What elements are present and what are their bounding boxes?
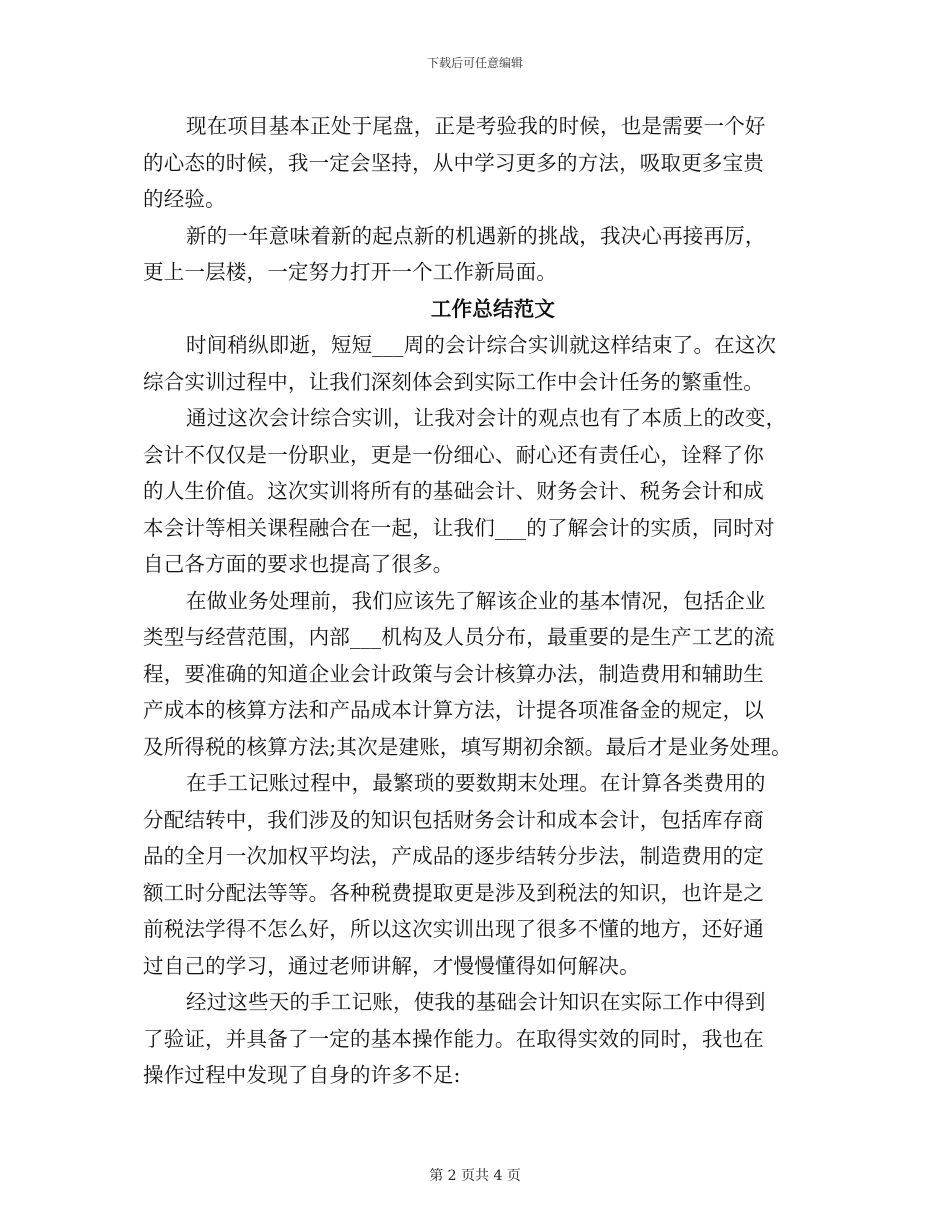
text-line: 的心态的时候，我一定会坚持，从中学习更多的方法，吸取更多宝贵 bbox=[143, 150, 764, 175]
text-line: 经过这些天的手工记账，使我的基础会计知识在实际工作中得到 bbox=[186, 990, 766, 1014]
text-line: 综合实训过程中，让我们深刻体会到实际工作中会计任务的繁重性。 bbox=[143, 369, 764, 394]
text-line: 品的全月一次加权平均法，产成品的逐步结转分步法，制造费用的定 bbox=[143, 844, 764, 868]
text-line: 过自己的学习，通过老师讲解，才慢慢懂得如何解决。 bbox=[143, 953, 640, 978]
section-title: 工作总结范文 bbox=[430, 296, 556, 321]
text-line: 了验证，并具备了一定的基本操作能力。在取得实效的同时，我也在 bbox=[143, 1026, 764, 1051]
text-line: 产成本的核算方法和产品成本计算方法，计提各项准备金的规定，以 bbox=[143, 698, 764, 722]
text-line: 现在项目基本正处于尾盘，正是考验我的时候，也是需要一个好 bbox=[186, 114, 766, 138]
text-line: 会计不仅仅是一份职业，更是一份细心、耐心还有责任心，诠释了你 bbox=[143, 442, 764, 467]
text-line: 程，要准确的知道企业会计政策与会计核算办法，制造费用和辅助生 bbox=[143, 661, 764, 686]
text-line: 的人生价值。这次实训将所有的基础会计、财务会计、税务会计和成 bbox=[143, 479, 764, 503]
text-line: 更上一层楼，一定努力打开一个工作新局面。 bbox=[143, 260, 557, 284]
text-line: 时间稍纵即逝，短短___周的会计综合实训就这样结束了。在这次 bbox=[186, 333, 777, 357]
text-line: 前税法学得不怎么好，所以这次实训出现了很多不懂的地方，还好通 bbox=[143, 917, 764, 941]
text-line: 及所得税的核算方法;其次是建账，填写期初余额。最后才是业务处理。 bbox=[143, 734, 792, 759]
document-body bbox=[143, 108, 823, 1094]
text-line: 在做业务处理前，我们应该先了解该企业的基本情况，包括企业 bbox=[186, 588, 766, 613]
page-footer: 第 2 页共 4 页 bbox=[429, 1168, 521, 1184]
text-line: 在手工记账过程中，最繁琐的要数期末处理。在计算各类费用的 bbox=[186, 771, 766, 795]
page-header: 下载后可任意编辑 bbox=[426, 56, 523, 70]
text-line: 分配结转中，我们涉及的知识包括财务会计和成本会计，包括库存商 bbox=[143, 807, 764, 832]
text-line: 通过这次会计综合实训，让我对会计的观点也有了本质上的改变， bbox=[186, 406, 787, 430]
text-line: 类型与经营范围，内部___机构及人员分布，最重要的是生产工艺的流 bbox=[143, 625, 775, 649]
text-line: 操作过程中发现了自身的许多不足: bbox=[143, 1063, 461, 1087]
text-line: 新的一年意味着新的起点新的机遇新的挑战，我决心再接再厉， bbox=[186, 223, 766, 248]
text-line: 的经验。 bbox=[143, 187, 226, 211]
text-line: 自己各方面的要求也提高了很多。 bbox=[143, 552, 454, 576]
text-line: 额工时分配法等等。各种税费提取更是涉及到税法的知识，也许是之 bbox=[143, 880, 764, 905]
text-line: 本会计等相关课程融合在一起，让我们___的了解会计的实质，同时对 bbox=[143, 515, 775, 540]
